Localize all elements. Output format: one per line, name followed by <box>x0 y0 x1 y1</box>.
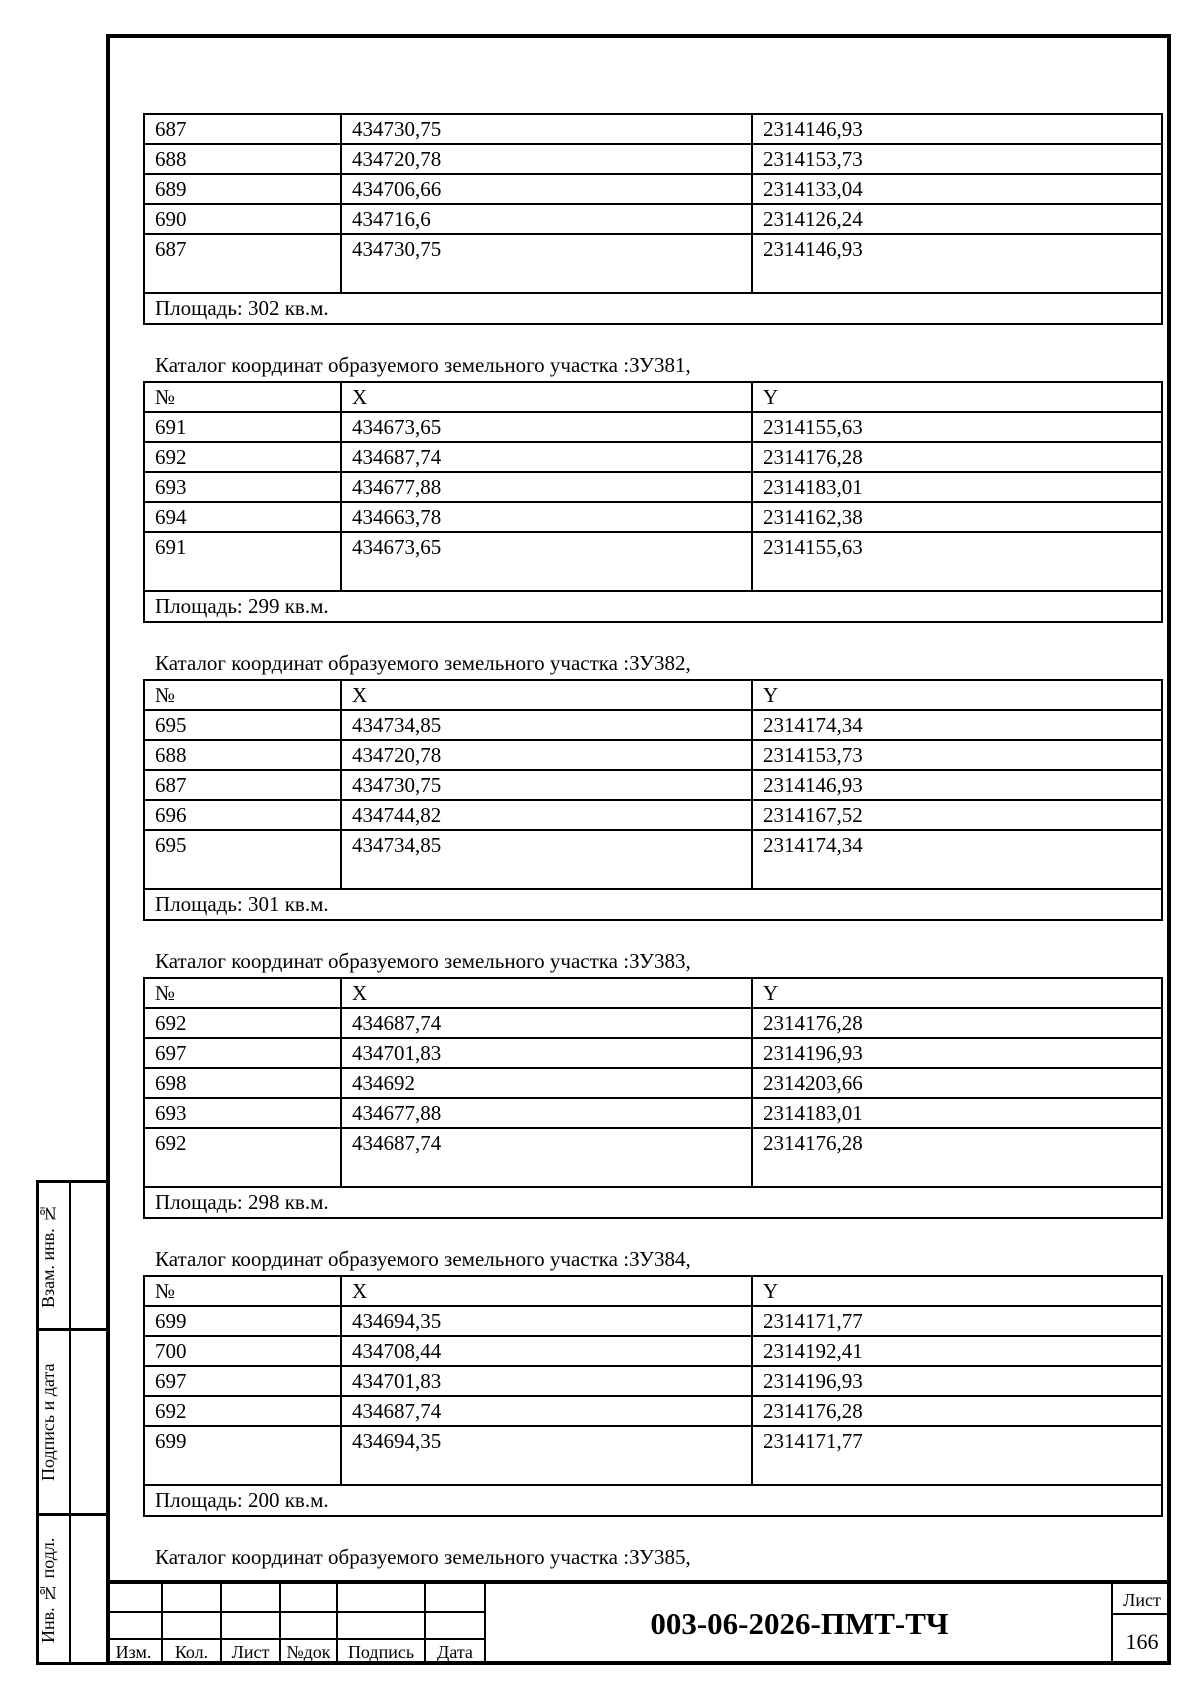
x-coordinate-cell: 434687,74 <box>341 1128 752 1187</box>
y-coordinate-cell: 2314133,04 <box>752 174 1162 204</box>
y-coordinate-cell: 2314171,77 <box>752 1426 1162 1485</box>
point-number-cell: 690 <box>144 204 341 234</box>
catalog-caption: Каталог координат образуемого земельного участка :ЗУ383, <box>155 949 691 974</box>
signature-date-label: Подпись и дата <box>38 1363 58 1481</box>
column-header: X <box>341 382 752 412</box>
y-coordinate-cell: 2314167,52 <box>752 800 1162 830</box>
x-coordinate-cell: 434701,83 <box>341 1366 752 1396</box>
point-number-cell: 699 <box>144 1426 341 1485</box>
y-coordinate-cell: 2314153,73 <box>752 144 1162 174</box>
x-coordinate-cell: 434706,66 <box>341 174 752 204</box>
table-row <box>144 532 1162 591</box>
point-number-cell: 692 <box>144 1008 341 1038</box>
table-row <box>144 1306 1162 1336</box>
x-coordinate-cell: 434716,6 <box>341 204 752 234</box>
title-block-column-label: Дата <box>437 1642 473 1662</box>
x-coordinate-cell: 434744,82 <box>341 800 752 830</box>
title-block-column-label: Подпись <box>347 1642 415 1662</box>
y-coordinate-cell: 2314126,24 <box>752 204 1162 234</box>
sheet-box <box>1111 1584 1171 1665</box>
table-row <box>144 710 1162 740</box>
point-number-cell: 693 <box>144 472 341 502</box>
x-coordinate-cell: 434694,35 <box>341 1306 752 1336</box>
area-row <box>144 1485 1162 1516</box>
area-value: Площадь: 301 кв.м. <box>144 889 1162 920</box>
point-number-cell: 693 <box>144 1098 341 1128</box>
table-row <box>144 144 1162 174</box>
point-number-cell: 697 <box>144 1366 341 1396</box>
point-number-cell: 695 <box>144 830 341 889</box>
column-header: Y <box>752 680 1162 710</box>
area-value: Площадь: 298 кв.м. <box>144 1187 1162 1218</box>
catalog-caption: Каталог координат образуемого земельного участка :ЗУ385, <box>155 1545 691 1570</box>
y-coordinate-cell: 2314162,38 <box>752 502 1162 532</box>
x-coordinate-cell: 434694,35 <box>341 1426 752 1485</box>
x-coordinate-cell: 434663,78 <box>341 502 752 532</box>
coordinates-table <box>143 977 1163 1219</box>
title-block <box>106 1580 1171 1665</box>
catalog-caption: Каталог координат образуемого земельного участка :ЗУ384, <box>155 1247 691 1272</box>
y-coordinate-cell: 2314196,93 <box>752 1038 1162 1068</box>
y-coordinate-cell: 2314155,63 <box>752 412 1162 442</box>
table-row <box>144 830 1162 889</box>
y-coordinate-cell: 2314174,34 <box>752 830 1162 889</box>
area-row <box>144 293 1162 324</box>
table-header-row <box>144 382 1162 412</box>
column-header: № <box>144 1276 341 1306</box>
table-row <box>144 1396 1162 1426</box>
table-row <box>144 174 1162 204</box>
area-value: Площадь: 302 кв.м. <box>144 293 1162 324</box>
area-row <box>144 889 1162 920</box>
column-header: № <box>144 978 341 1008</box>
y-coordinate-cell: 2314203,66 <box>752 1068 1162 1098</box>
area-row <box>144 591 1162 622</box>
y-coordinate-cell: 2314146,93 <box>752 114 1162 144</box>
x-coordinate-cell: 434687,74 <box>341 1008 752 1038</box>
table-row <box>144 1128 1162 1187</box>
area-value: Площадь: 200 кв.м. <box>144 1485 1162 1516</box>
original-inventory-label: Инв. № подл. <box>38 1537 58 1644</box>
y-coordinate-cell: 2314176,28 <box>752 1396 1162 1426</box>
point-number-cell: 687 <box>144 234 341 293</box>
x-coordinate-cell: 434734,85 <box>341 830 752 889</box>
table-row <box>144 204 1162 234</box>
x-coordinate-cell: 434730,75 <box>341 770 752 800</box>
table-row <box>144 1426 1162 1485</box>
table-row <box>144 114 1162 144</box>
table-row <box>144 412 1162 442</box>
table-header-row <box>144 1276 1162 1306</box>
point-number-cell: 691 <box>144 412 341 442</box>
column-header: X <box>341 680 752 710</box>
document-body <box>143 113 1163 1573</box>
y-coordinate-cell: 2314183,01 <box>752 1098 1162 1128</box>
x-coordinate-cell: 434692 <box>341 1068 752 1098</box>
table-row <box>144 234 1162 293</box>
coordinates-table <box>143 679 1163 921</box>
x-coordinate-cell: 434687,74 <box>341 1396 752 1426</box>
column-header: Y <box>752 978 1162 1008</box>
point-number-cell: 698 <box>144 1068 341 1098</box>
sheet-number: 166 <box>1125 1629 1159 1654</box>
y-coordinate-cell: 2314176,28 <box>752 1128 1162 1187</box>
y-coordinate-cell: 2314171,77 <box>752 1306 1162 1336</box>
table-row <box>144 1038 1162 1068</box>
y-coordinate-cell: 2314155,63 <box>752 532 1162 591</box>
point-number-cell: 692 <box>144 442 341 472</box>
title-block-column-label: Изм. <box>115 1642 152 1662</box>
y-coordinate-cell: 2314174,34 <box>752 710 1162 740</box>
y-coordinate-cell: 2314183,01 <box>752 472 1162 502</box>
table-row <box>144 442 1162 472</box>
point-number-cell: 697 <box>144 1038 341 1068</box>
y-coordinate-cell: 2314146,93 <box>752 770 1162 800</box>
column-header: Y <box>752 382 1162 412</box>
point-number-cell: 687 <box>144 114 341 144</box>
column-header: № <box>144 680 341 710</box>
sheet-label: Лист <box>1123 1590 1161 1610</box>
side-stamp <box>36 1180 106 1665</box>
column-header: № <box>144 382 341 412</box>
point-number-cell: 687 <box>144 770 341 800</box>
x-coordinate-cell: 434720,78 <box>341 740 752 770</box>
y-coordinate-cell: 2314146,93 <box>752 234 1162 293</box>
coordinates-table <box>143 1275 1163 1517</box>
column-header: X <box>341 1276 752 1306</box>
x-coordinate-cell: 434720,78 <box>341 144 752 174</box>
point-number-cell: 692 <box>144 1128 341 1187</box>
y-coordinate-cell: 2314153,73 <box>752 740 1162 770</box>
point-number-cell: 688 <box>144 740 341 770</box>
table-row <box>144 1008 1162 1038</box>
table-row <box>144 472 1162 502</box>
x-coordinate-cell: 434730,75 <box>341 234 752 293</box>
x-coordinate-cell: 434673,65 <box>341 532 752 591</box>
area-value: Площадь: 299 кв.м. <box>144 591 1162 622</box>
column-header: Y <box>752 1276 1162 1306</box>
title-block-column-label: Кол. <box>174 1642 209 1662</box>
point-number-cell: 688 <box>144 144 341 174</box>
replacement-inventory-label: Взам. инв. № <box>38 1203 58 1308</box>
point-number-cell: 694 <box>144 502 341 532</box>
coordinates-table <box>143 113 1163 325</box>
point-number-cell: 699 <box>144 1306 341 1336</box>
title-block-column-label: №док <box>286 1642 331 1662</box>
point-number-cell: 696 <box>144 800 341 830</box>
column-header: X <box>341 978 752 1008</box>
table-header-row <box>144 978 1162 1008</box>
y-coordinate-cell: 2314176,28 <box>752 442 1162 472</box>
catalog-caption: Каталог координат образуемого земельного участка :ЗУ381, <box>155 353 691 377</box>
table-row <box>144 1068 1162 1098</box>
x-coordinate-cell: 434734,85 <box>341 710 752 740</box>
x-coordinate-cell: 434677,88 <box>341 472 752 502</box>
x-coordinate-cell: 434673,65 <box>341 412 752 442</box>
x-coordinate-cell: 434730,75 <box>341 114 752 144</box>
x-coordinate-cell: 434701,83 <box>341 1038 752 1068</box>
x-coordinate-cell: 434677,88 <box>341 1098 752 1128</box>
point-number-cell: 695 <box>144 710 341 740</box>
table-row <box>144 1366 1162 1396</box>
point-number-cell: 689 <box>144 174 341 204</box>
x-coordinate-cell: 434708,44 <box>341 1336 752 1366</box>
table-row <box>144 770 1162 800</box>
table-row <box>144 1336 1162 1366</box>
area-row <box>144 1187 1162 1218</box>
table-row <box>144 800 1162 830</box>
point-number-cell: 692 <box>144 1396 341 1426</box>
catalog-caption: Каталог координат образуемого земельного участка :ЗУ382, <box>155 651 691 676</box>
point-number-cell: 691 <box>144 532 341 591</box>
x-coordinate-cell: 434687,74 <box>341 442 752 472</box>
table-row <box>144 1098 1162 1128</box>
y-coordinate-cell: 2314192,41 <box>752 1336 1162 1366</box>
point-number-cell: 700 <box>144 1336 341 1366</box>
table-row <box>144 740 1162 770</box>
y-coordinate-cell: 2314176,28 <box>752 1008 1162 1038</box>
title-block-column-label: Лист <box>231 1642 270 1662</box>
y-coordinate-cell: 2314196,93 <box>752 1366 1162 1396</box>
coordinates-table <box>143 381 1163 623</box>
table-row <box>144 502 1162 532</box>
table-header-row <box>144 680 1162 710</box>
document-code: 003-06-2026-ПМТ-ТЧ <box>650 1606 949 1641</box>
